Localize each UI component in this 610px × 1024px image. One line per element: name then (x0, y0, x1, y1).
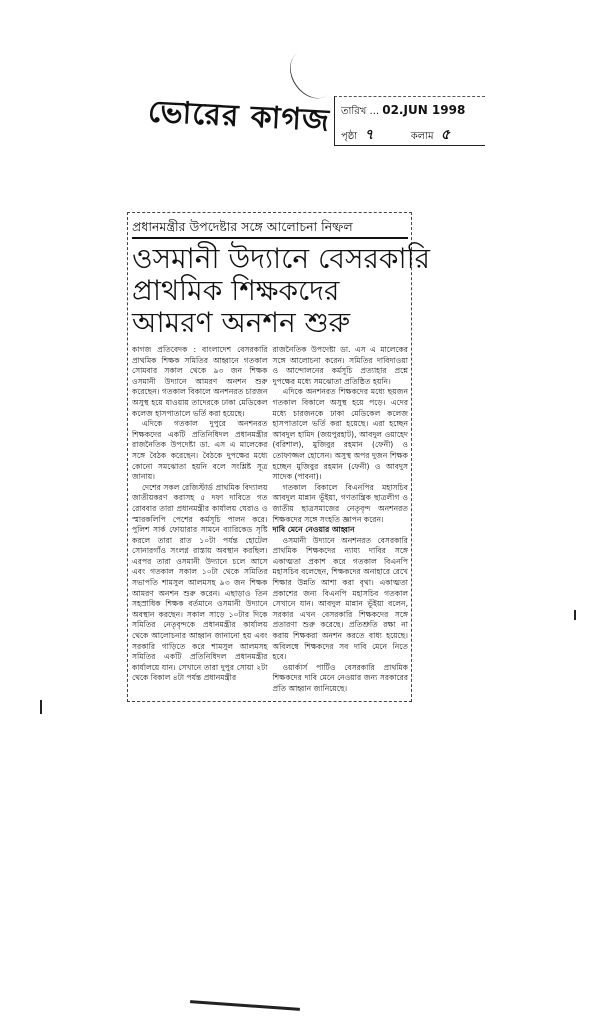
headline-line: প্রাথমিক শিক্ষকদের (132, 274, 340, 307)
article-column-1 (132, 345, 268, 695)
date-value: 02.JUN 1998 (382, 103, 466, 117)
article-headline (132, 242, 430, 339)
news-clipping (127, 212, 430, 702)
paragraph: এদিকে গতকাল দুপুরে অনশনরত শিক্ষকদের একটি প্রতিনিধিদল প্রধানমন্ত্রীর রাজনৈতিক উপদেষ্টা ডা. এস এ মালেকের সঙ্গে বৈঠক করেছেন। বৈঠকে দুপক্ষের মধ্যে কোনো সমঝোতা হয়নি বলে সংশ্লিষ্ট সূত্র জানায়। (132, 419, 268, 482)
article-body (132, 345, 408, 695)
headline-line: আমরণ অনশন শুরু (132, 306, 351, 339)
page-value: ৭ (364, 127, 374, 143)
newspaper-masthead: ভোরের কাগজ (147, 94, 331, 139)
archive-stamp (334, 96, 485, 146)
column-label: কলাম (410, 131, 434, 142)
page-label: পৃষ্ঠা (341, 131, 358, 142)
column-value: ৫ (440, 127, 450, 143)
scan-artifact (190, 1000, 300, 1011)
scan-artifact (574, 610, 576, 620)
article-column-2 (273, 345, 409, 695)
article-subhead: দাবি মেনে নেওয়ার আহ্বান (272, 525, 355, 535)
scan-artifact (40, 700, 42, 714)
paragraph: ওয়ার্কার্স পার্টিও বেসরকারি প্রাথমিক শিক্ষকদের দাবি মেনে নেওয়ার জন্য সরকারের প্রতি আহ্বান জানিয়েছে। (272, 662, 408, 693)
paragraph: কাগজ প্রতিবেদক : বাংলাদেশ বেসরকারি প্রাথমিক শিক্ষক সমিতির আহ্বানে গতকাল সোমবার সকাল থেকে ৯৩ জন শিক্ষক ওসমানী উদ্যানে আমরণ অনশন শুরু করেছেন। গতকাল বিকালে অনশনরত চারজন অসুস্থ হয়ে যাওয়ায় তাদেরকে ঢাকা মেডিকেল কলেজ হাসপাতালে ভর্তি করা হয়েছে। (132, 345, 268, 418)
paragraph: দেশের সকল রেজিস্টার্ড প্রাথমিক বিদ্যালয় জাতীয়করণ করাসহ ৫ দফা দাবিতে গত রোববার তারা প্রধানমন্ত্রীর কার্যালয় ঘেরাও ও স্মারকলিপি পেশের কর্মসূচি পালন করে। পুলিশ সার্ক ফোয়ারার সামনে ব্যারিকেড সৃষ্টি করলে তারা রাত ১০টা পর্যন্ত হোটেল সোনারগাঁও সংলগ্ন রাস্তায় অবস্থান করছিল। এরপর তারা ওসমানী উদ্যানে চলে আসে এবং গতকাল সকাল ১০টা থেকে সমিতির সভাপতি শামসুল আলমসহ ৯৩ জন শিক্ষক আমরণ অনশন শুরু করেন। এছাড়াও তিন সহস্রাধিক শিক্ষক বর্তমানে ওসমানী উদ্যানে অবস্থান করছেন। সকাল সাড়ে ১০টার দিকে সমিতির নেতৃবৃন্দকে প্রধানমন্ত্রীর কার্যালয় থেকে আলোচনার আহ্বান জানানো হয় এবং সরকারি গাড়িতে করে শামসুল আলমসহ সমিতির একটি প্রতিনিধিদল প্রধানমন্ত্রীর কার্যালয়ে যান। সেখানে তারা দুপুর সোয়া ২টা থেকে বিকাল ৪টা পর্যন্ত প্রধানমন্ত্রীর (132, 482, 268, 683)
article-kicker: প্রধানমন্ত্রীর উপদেষ্টার সঙ্গে আলোচনা নিষ্ফল (132, 219, 408, 239)
paragraph: এদিকে অনশনরত শিক্ষকদের মধ্যে ছয়জন গতকাল বিকালে অসুস্থ হয়ে পড়ে। এদের মধ্যে চারজনকে ঢাকা মেডিকেল কলেজ হাসপাতালে ভর্তি করা হয়েছে। এরা হচ্ছেন আবদুল হামিদ (জয়পুরহাট), আবদুল ওয়াহেদ (বরিশাল), মুজিবুর রহমান (ফেনী) ও তোফাজ্জল হোসেন। অসুস্থ অপর দুজন শিক্ষক হচ্ছেন মুজিবুর রহমান (ফেনী) ও আবদুস সাদেক (পাবনা)। (272, 387, 408, 482)
paragraph: গতকাল বিকালে বিএনপির মহাসচিব আবদুল মান্নান ভূঁইয়া, গণতান্ত্রিক ছাত্রলীগ ও জাতীয় ছাত্রসমাজের নেতৃবৃন্দ অনশনরত শিক্ষকদের সঙ্গে সংহতি জ্ঞাপন করেন। (272, 482, 408, 524)
paragraph: রাজনৈতিক উপদেষ্টা ডা. এস এ মালেকের সঙ্গে আলোচনা করেন। সমিতির দাবিদাওয়া ও আন্দোলনের কর্মসূচি প্রত্যাহার প্রশ্নে দুপক্ষের মধ্যে সমঝোতা প্রতিষ্ঠিত হয়নি। (272, 345, 408, 386)
headline-line: ওসমানী উদ্যানে বেসরকারি (132, 242, 430, 275)
date-label: তারিখ ... (341, 106, 380, 117)
paragraph: ওসমানী উদ্যানে অনশনরত বেসরকারি প্রাথমিক শিক্ষকদের ন্যায্য দাবির সঙ্গে একাত্মতা প্রকাশ করে গতকাল বিএনপি মহাসচিব বলেছেন, শিক্ষকদের অনাহারে রেখে শিক্ষার উন্নতি আশা করা বৃথা। একাত্মতা প্রকাশের জন্য বিএনপি মহাসচিব গতকাল সেখানে যান। আবদুল মান্নান ভূঁইয়া বলেন, সরকার এখন বেসরকারি শিক্ষকদের সঙ্গে প্রতারণা শুরু করেছে। প্রতিশ্রুতি রক্ষা না করায় শিক্ষকরা অনশন করতে বাধ্য হয়েছে। অবিলম্বে শিক্ষকদের সব দাবি মেনে নিতে হবে। (272, 535, 408, 662)
